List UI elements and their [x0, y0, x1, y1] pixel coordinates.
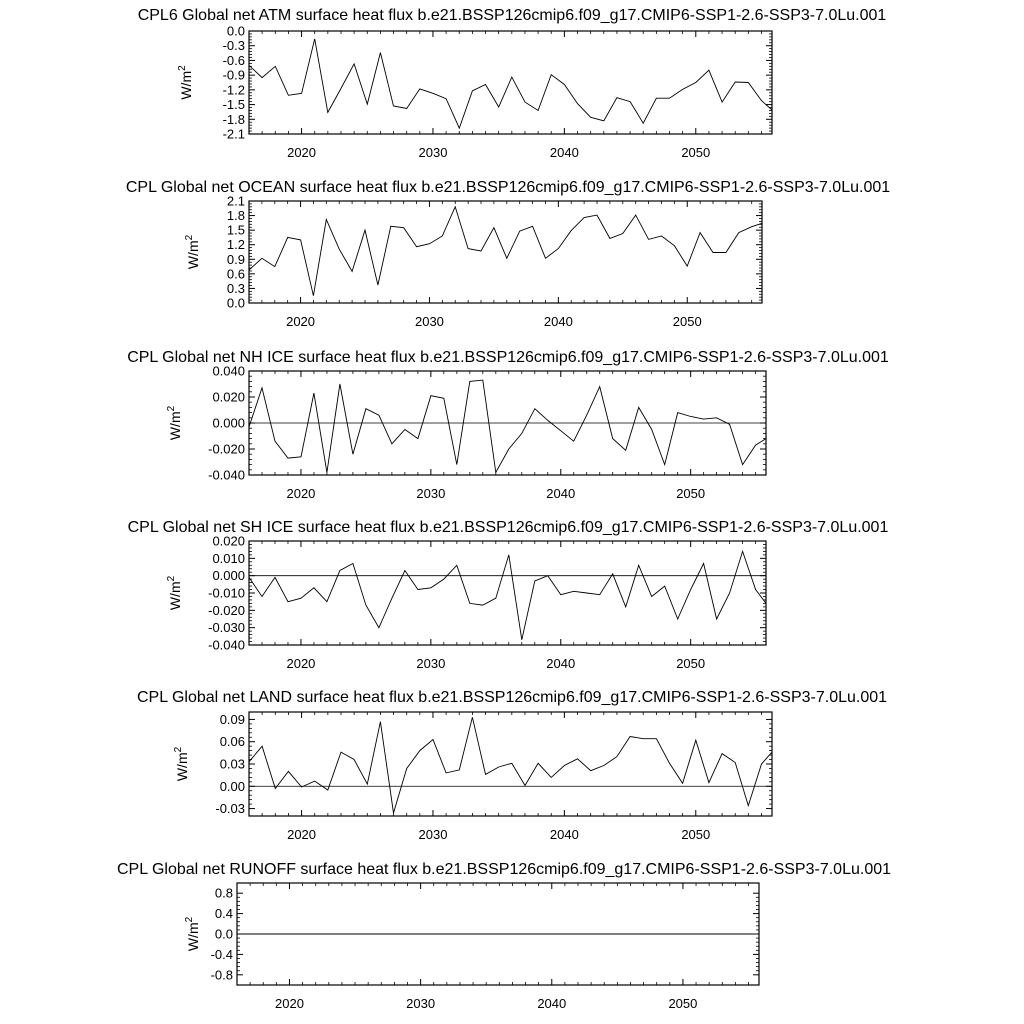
chart-1-ylabel-superscript: 2: [177, 65, 188, 71]
chart-4-ytick-label: 0.010: [212, 550, 245, 566]
chart-1-title: CPL6 Global net ATM surface heat flux b.e21.BSSP126cmip6.f09_g17.CMIP6-SSP1-2.6-SSP3-7.0Lu.001: [137, 7, 887, 24]
chart-3-ytick-label: -0.020: [208, 441, 245, 457]
chart-1-xtick-label: 2020: [287, 145, 317, 160]
chart-5-xtick-label: 2030: [418, 827, 448, 842]
chart-2-ytick-label: 0.3: [226, 280, 245, 296]
chart-3-xtick-label: 2040: [546, 486, 576, 501]
chart-5-ytick-label: 0.00: [219, 778, 245, 794]
chart-6-ylabel: [184, 916, 201, 951]
chart-2-ytick-label: 2.1: [226, 193, 245, 209]
chart-1-series-line-1: [249, 39, 772, 128]
chart-5-ylabel: [173, 746, 190, 781]
chart-4-ytick-label: -0.020: [208, 602, 245, 618]
chart-3-ylabel-superscript: 2: [166, 405, 177, 412]
chart-1-ylabel: [177, 65, 194, 100]
chart-2-ylabel-text: W/m: [185, 240, 201, 270]
chart-3-title: CPL Global net NH ICE surface heat flux b.e21.BSSP126cmip6.f09_g17.CMIP6-SSP1-2.6-SSP3-7.0Lu.001: [127, 349, 889, 366]
chart-1-ytick-label: -0.9: [222, 67, 245, 83]
chart-6-xtick-label: 2020: [275, 996, 304, 1011]
chart-4-ylabel-text: W/m: [167, 581, 183, 611]
chart-2-ytick-label: 1.2: [226, 237, 245, 253]
chart-1-ytick-label: 0.0: [226, 23, 245, 39]
chart-6-ytick-label: 0.4: [214, 906, 233, 922]
chart-4-ytick-label: -0.030: [208, 620, 245, 636]
chart-5-ytick-label: 0.03: [219, 756, 245, 772]
chart-6-ytick-label: -0.4: [210, 946, 233, 962]
chart-4-panel: [128, 519, 889, 671]
chart-5-panel: [137, 689, 887, 842]
chart-6-xtick-label: 2040: [537, 996, 567, 1011]
chart-4-series-line-1: [249, 551, 766, 639]
chart-5-ytick-label: 0.09: [219, 711, 245, 727]
chart-3-ytick-label: 0.040: [212, 363, 245, 379]
chart-1-xtick-label: 2050: [681, 145, 711, 160]
chart-6-ytick-label: 0.8: [214, 885, 233, 901]
chart-3-xtick-label: 2020: [286, 486, 316, 501]
chart-4-xtick-label: 2030: [416, 656, 446, 671]
chart-1-ylabel-text: W/m: [178, 70, 194, 100]
chart-1-xtick-label: 2040: [549, 145, 579, 160]
chart-2-title: CPL Global net OCEAN surface heat flux b.e21.BSSP126cmip6.f09_g17.CMIP6-SSP1-2.6-SSP3-7.0Lu.001: [125, 179, 891, 196]
chart-1-panel: [138, 7, 887, 160]
chart-4-xtick-label: 2050: [676, 656, 706, 671]
chart-4-ytick-label: 0.000: [212, 568, 245, 584]
chart-5-xtick-label: 2050: [681, 827, 711, 842]
chart-4-xtick-label: 2040: [546, 656, 576, 671]
chart-6-ytick-label: 0.0: [214, 926, 233, 942]
chart-1-ytick-label: -1.5: [222, 97, 245, 113]
chart-6-title: CPL Global net RUNOFF surface heat flux b.e21.BSSP126cmip6.f09_g17.CMIP6-SSP1-2.6-SSP3-7.0Lu.001: [116, 861, 892, 878]
chart-5-series-line-1: [249, 717, 772, 813]
chart-2-ylabel: [184, 234, 201, 269]
chart-2-ytick-label: 0.9: [226, 251, 245, 267]
chart-3-ytick-label: 0.020: [212, 389, 245, 405]
chart-3-ytick-label: 0.000: [212, 415, 245, 431]
chart-5-xtick-label: 2020: [287, 827, 317, 842]
chart-2-ylabel-superscript: 2: [184, 234, 195, 241]
chart-3-ytick-label: -0.040: [208, 467, 245, 483]
chart-3-series-line-1: [249, 380, 766, 472]
chart-4-ytick-label: -0.010: [208, 585, 245, 601]
chart-4-plot-frame: [249, 541, 766, 645]
chart-5-ylabel-text: W/m: [174, 752, 190, 782]
chart-2-xtick-label: 2020: [286, 314, 316, 329]
chart-6-ytick-label: -0.8: [210, 967, 233, 983]
chart-4-xtick-label: 2020: [286, 656, 316, 671]
chart-4-ylabel-superscript: 2: [166, 575, 177, 582]
chart-1-ytick-label: -0.6: [222, 52, 245, 68]
chart-2-ytick-label: 0.0: [226, 295, 245, 311]
chart-2-ytick-label: 0.6: [226, 266, 245, 282]
chart-1-ytick-label: -2.1: [222, 126, 245, 142]
chart-5-ytick-label: -0.03: [215, 801, 245, 817]
chart-2-xtick-label: 2030: [414, 314, 444, 329]
chart-4-ytick-label: 0.020: [212, 533, 245, 549]
chart-2-panel: [126, 179, 890, 329]
chart-5-ylabel-superscript: 2: [173, 746, 184, 753]
chart-2-series-line-1: [249, 207, 762, 296]
chart-3-ylabel-text: W/m: [167, 411, 183, 441]
chart-3-ylabel: [166, 405, 183, 440]
chart-4-ylabel: [166, 575, 183, 610]
chart-1-ytick-label: -0.3: [222, 38, 245, 54]
chart-1-plot-frame: [249, 31, 772, 134]
chart-6-xtick-label: 2030: [406, 996, 436, 1011]
chart-2-xtick-label: 2040: [543, 314, 573, 329]
chart-3-xtick-label: 2030: [416, 486, 446, 501]
chart-5-title: CPL Global net LAND surface heat flux b.e21.BSSP126cmip6.f09_g17.CMIP6-SSP1-2.6-SSP3-7.0Lu.001: [136, 689, 888, 706]
chart-6-xtick-label: 2050: [668, 996, 698, 1011]
chart-6-ylabel-superscript: 2: [184, 916, 195, 923]
chart-5-ytick-label: 0.06: [219, 734, 245, 750]
chart-2-xtick-label: 2050: [672, 314, 702, 329]
chart-2-ytick-label: 1.8: [226, 208, 245, 224]
chart-4-ytick-label: -0.040: [208, 637, 245, 653]
chart-1-xtick-label: 2030: [418, 145, 448, 160]
chart-6-panel: [117, 861, 891, 1011]
chart-2-ytick-label: 1.5: [226, 222, 245, 238]
chart-1-ytick-label: -1.8: [222, 111, 245, 127]
chart-4-title: CPL Global net SH ICE surface heat flux b.e21.BSSP126cmip6.f09_g17.CMIP6-SSP1-2.6-SSP3-7.0Lu.001: [127, 519, 889, 536]
chart-2-plot-frame: [249, 201, 762, 303]
chart-5-xtick-label: 2040: [549, 827, 579, 842]
chart-3-panel: [127, 349, 889, 501]
chart-3-xtick-label: 2050: [676, 486, 706, 501]
chart-1-ytick-label: -1.2: [222, 82, 245, 98]
chart-6-ylabel-text: W/m: [185, 922, 201, 952]
